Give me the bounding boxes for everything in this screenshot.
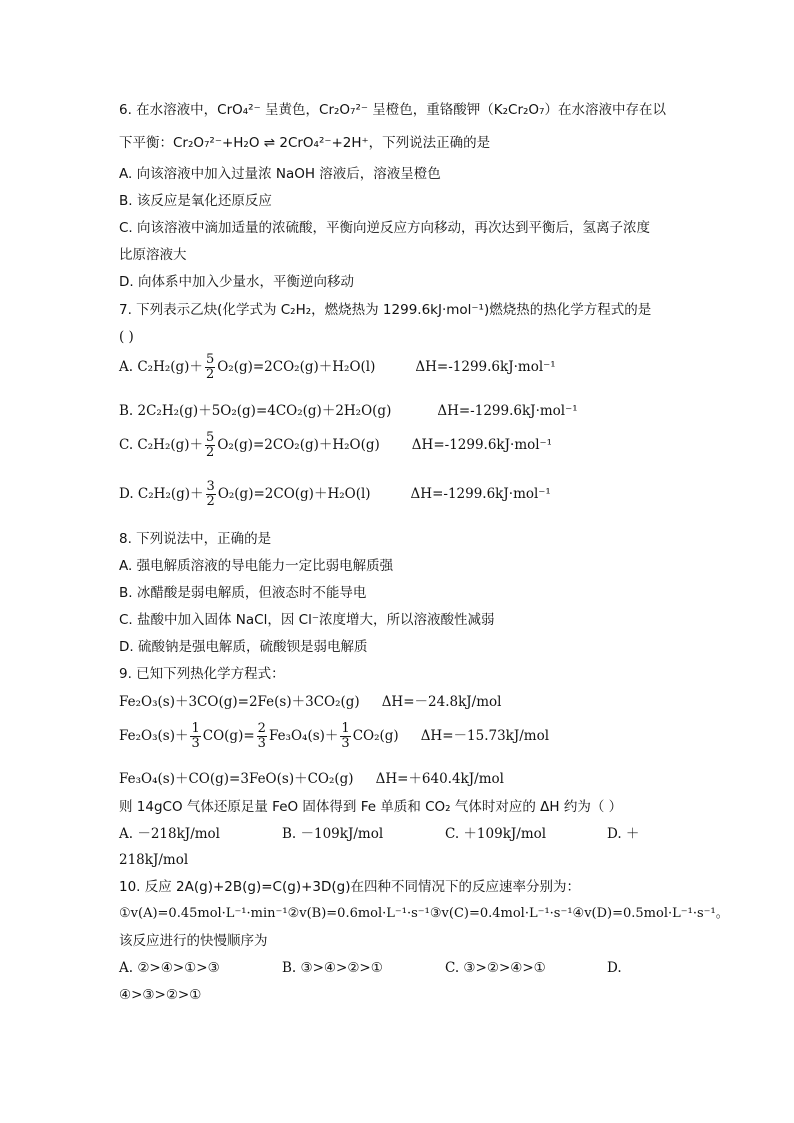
q9-option-c: C. ＋109kJ/mol	[445, 826, 547, 842]
q9-equation-1	[119, 692, 501, 712]
q7-stem-line2: ( )	[119, 329, 134, 345]
q9-equation-2	[119, 722, 549, 751]
fraction: $\frac{1}{3}$	[341, 721, 350, 751]
q9-eq2-part: Fe₂O₃(s)＋	[119, 728, 189, 744]
q9-option-a: A. －218kJ/mol	[119, 826, 220, 842]
fraction: $\frac{3}{2}$	[206, 479, 215, 509]
q6-option-b: B. 该反应是氧化还原反应	[119, 193, 272, 209]
q10-rates: ①v(A)=0.45mol·L⁻¹·min⁻¹②v(B)=0.6mol·L⁻¹·s⁻¹③v(C)=0.4mol·L⁻¹·s⁻¹④v(D)=0.5mol·L⁻¹·s⁻¹。	[119, 906, 729, 921]
q7-option-d	[119, 480, 551, 509]
q9-eq1-text: Fe₂O₃(s)＋3CO(g)=2Fe(s)＋3CO₂(g)	[119, 694, 360, 710]
q10-stem: 10. 反应 2A(g)+2B(g)=C(g)+3D(g)在四种不同情况下的反应速率分别为：	[119, 879, 580, 895]
q7-c-delta-h: ΔH=-1299.6kJ·mol⁻¹	[411, 437, 553, 453]
q9-option-b: B. －109kJ/mol	[282, 826, 384, 842]
q10-option-a: A. ②>④>①>③	[119, 960, 220, 976]
q6-option-a: A. 向该溶液中加入过量浓 NaOH 溶液后，溶液呈橙色	[119, 166, 441, 182]
q10-option-d-value: ④>③>②>①	[119, 987, 202, 1003]
q7-d-pre: D. C₂H₂(g)＋	[119, 486, 204, 502]
q10-option-b: B. ③>④>②>①	[282, 960, 383, 976]
q9-eq1-delta-h: ΔH=－24.8kJ/mol	[381, 694, 502, 710]
fraction: $\frac{5}{2}$	[206, 430, 215, 460]
q6-option-d: D. 向体系中加入少量水，平衡逆向移动	[119, 274, 354, 290]
fraction: $\frac{2}{3}$	[257, 721, 266, 751]
q10-question: 该反应进行的快慢顺序为	[119, 933, 268, 949]
q9-stem: 9. 已知下列热化学方程式：	[119, 666, 285, 682]
q6-stem-line1: 6. 在水溶液中，CrO₄²⁻ 呈黄色，Cr₂O₇²⁻ 呈橙色，重铬酸钾（K₂Cr₂O₇）在水溶液中存在以	[119, 102, 666, 118]
q8-option-c: C. 盐酸中加入固体 NaCl，因 Cl⁻浓度增大，所以溶液酸性减弱	[119, 612, 495, 628]
q9-question: 则 14gCO 气体还原足量 FeO 固体得到 Fe 单质和 CO₂ 气体时对应的 ΔH 约为（ ）	[119, 799, 623, 815]
q9-eq2-delta-h: ΔH=－15.73kJ/mol	[420, 728, 550, 744]
q7-b-delta-h: ΔH=-1299.6kJ·mol⁻¹	[437, 403, 578, 419]
q9-eq2-part: CO(g)=	[202, 728, 255, 744]
q7-d-delta-h: ΔH=-1299.6kJ·mol⁻¹	[410, 486, 551, 502]
q8-option-d: D. 硫酸钠是强电解质，硫酸钡是弱电解质	[119, 639, 368, 655]
q7-option-a	[119, 353, 556, 382]
fraction: $\frac{1}{3}$	[191, 721, 200, 751]
q9-option-d: D. ＋	[607, 826, 640, 842]
q6-option-c-line2: 比原溶液大	[119, 247, 187, 263]
q8-option-b: B. 冰醋酸是弱电解质，但液态时不能导电	[119, 585, 367, 601]
q10-option-d: D.	[607, 960, 622, 976]
q10-option-c: C. ③>②>④>①	[445, 960, 546, 976]
q7-stem-line1: 7. 下列表示乙炔(化学式为 C₂H₂，燃烧热为 1299.6kJ·mol⁻¹)燃烧热的热化学方程式的是	[119, 302, 652, 318]
q9-eq3-text: Fe₃O₄(s)＋CO(g)=3FeO(s)＋CO₂(g)	[119, 771, 354, 787]
q7-a-post: O₂(g)=2CO₂(g)＋H₂O(l)	[217, 359, 376, 375]
q9-eq3-delta-h: ΔH=＋640.4kJ/mol	[375, 771, 504, 787]
q9-eq2-part: Fe₃O₄(s)＋	[268, 728, 339, 744]
q9-option-d-value: 218kJ/mol	[119, 852, 189, 868]
q7-option-c	[119, 431, 552, 460]
fraction: $\frac{5}{2}$	[205, 352, 215, 382]
q7-d-post: O₂(g)=2CO(g)＋H₂O(l)	[217, 486, 371, 502]
q7-a-pre: A. C₂H₂(g)＋	[119, 359, 203, 375]
q7-b-eq: B. 2C₂H₂(g)＋5O₂(g)=4CO₂(g)＋2H₂O(g)	[119, 403, 392, 419]
q7-c-pre: C. C₂H₂(g)＋	[119, 437, 204, 453]
q6-stem-line2: 下平衡：Cr₂O₇²⁻+H₂O ⇌ 2CrO₄²⁻+2H⁺，下列说法正确的是	[119, 135, 491, 151]
q8-stem: 8. 下列说法中，正确的是	[119, 531, 272, 547]
q7-option-b	[119, 401, 578, 421]
q8-option-a: A. 强电解质溶液的导电能力一定比弱电解质强	[119, 558, 394, 574]
q6-option-c-line1: C. 向该溶液中滴加适量的浓硫酸，平衡向逆反应方向移动，再次达到平衡后，氢离子浓度	[119, 220, 651, 236]
q7-c-post: O₂(g)=2CO₂(g)＋H₂O(g)	[217, 437, 380, 453]
q7-a-delta-h: ΔH=-1299.6kJ·mol⁻¹	[415, 359, 556, 375]
q9-eq2-part: CO₂(g)	[352, 728, 399, 744]
q9-equation-3	[119, 769, 504, 789]
